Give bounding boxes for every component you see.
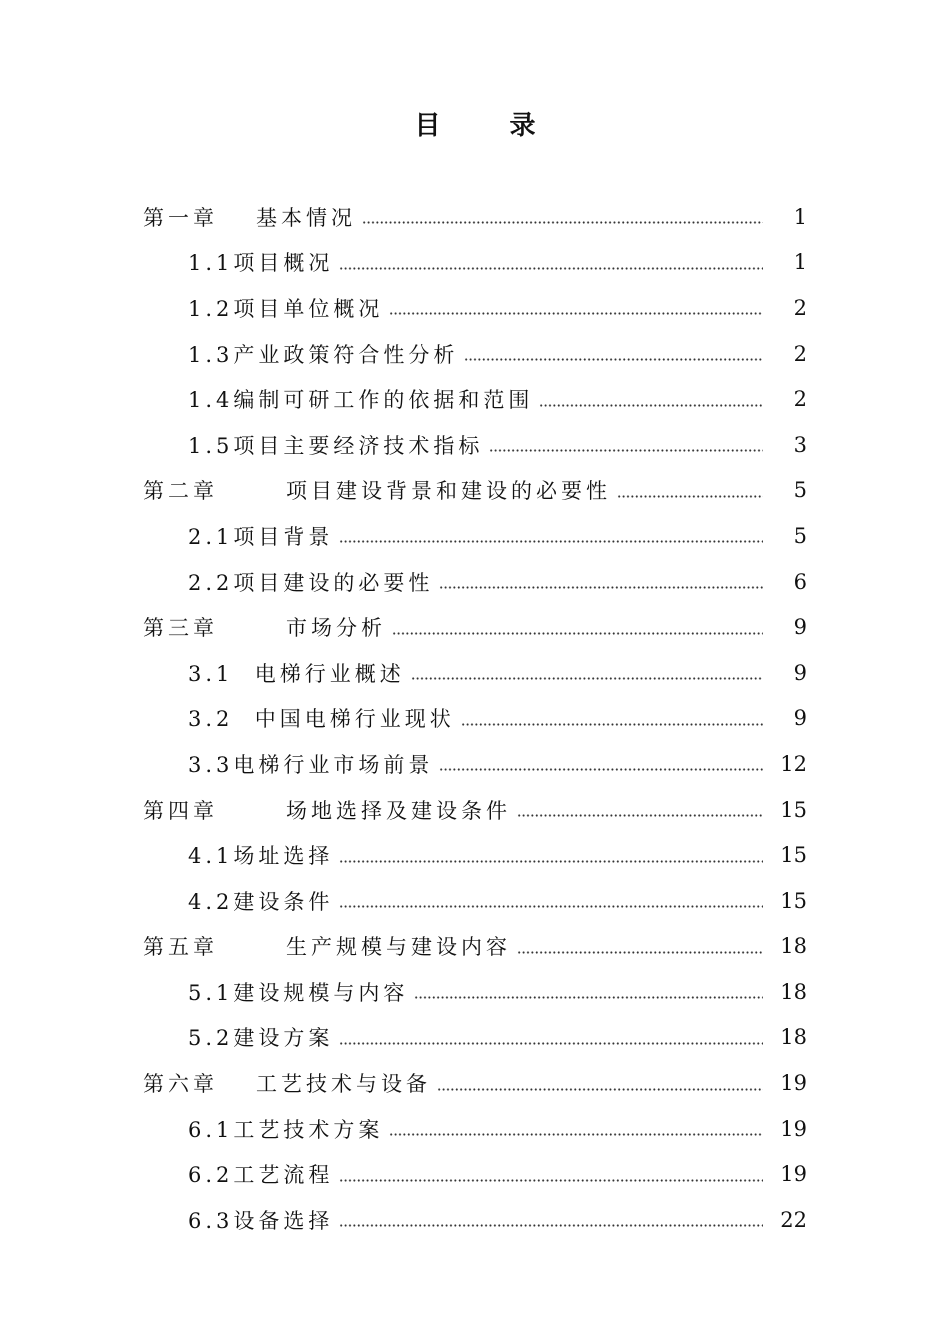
toc-page-number: 6: [793, 569, 807, 594]
table-of-contents: [143, 194, 807, 1243]
toc-entry-label: 6.1工艺技术方案: [188, 1117, 384, 1142]
toc-section-entry[interactable]: [143, 878, 807, 924]
toc-page-number: 15: [780, 797, 807, 822]
toc-dot-leader: [339, 540, 763, 543]
toc-page-number: 5: [793, 478, 807, 503]
toc-entry-label: 1.5项目主要经济技术指标: [188, 433, 484, 458]
toc-entry-heading: 市场分析: [286, 616, 386, 641]
toc-page-number: 5: [793, 523, 807, 548]
toc-dot-leader: [389, 312, 763, 315]
toc-entry-label: 5.1建设规模与内容: [188, 980, 409, 1005]
toc-entry-heading: 场地选择及建设条件: [286, 798, 511, 823]
toc-page-number: 9: [793, 615, 807, 640]
toc-entry-label: 6.3设备选择: [188, 1208, 334, 1233]
toc-chapter-entry[interactable]: [143, 787, 807, 833]
toc-entry-label: 第一章: [143, 205, 218, 230]
toc-section-entry[interactable]: [143, 331, 807, 377]
toc-dot-leader: [339, 1179, 763, 1182]
toc-page-number: 2: [793, 341, 807, 366]
toc-dot-leader: [414, 996, 763, 999]
toc-entry-label: 3.2 中国电梯行业现状: [188, 707, 455, 732]
toc-chapter-entry[interactable]: [143, 1060, 807, 1106]
toc-section-entry[interactable]: [143, 650, 807, 696]
toc-entry-label: 1.2项目单位概况: [188, 296, 384, 321]
toc-dot-leader: [339, 860, 763, 863]
toc-section-entry[interactable]: [143, 696, 807, 742]
toc-entry-label: 第六章: [143, 1072, 218, 1097]
toc-dot-leader: [392, 632, 763, 635]
toc-section-entry[interactable]: [143, 832, 807, 878]
toc-dot-leader: [517, 951, 763, 954]
toc-section-entry[interactable]: [143, 1151, 807, 1197]
toc-page-number: 3: [793, 432, 807, 457]
toc-entry-heading: 基本情况: [256, 205, 356, 230]
toc-entry-label: 6.2工艺流程: [188, 1163, 334, 1188]
toc-section-entry[interactable]: [143, 741, 807, 787]
toc-entry-label: 第五章: [143, 935, 218, 960]
toc-entry-heading: 工艺技术与设备: [256, 1072, 431, 1097]
toc-page-number: 18: [780, 1025, 807, 1050]
toc-dot-leader: [437, 1088, 763, 1091]
toc-page-number: 1: [793, 250, 807, 275]
toc-chapter-entry[interactable]: [143, 604, 807, 650]
toc-dot-leader: [339, 267, 763, 270]
toc-dot-leader: [339, 905, 763, 908]
toc-entry-label: 2.1项目背景: [188, 524, 334, 549]
toc-dot-leader: [411, 677, 763, 680]
toc-page-number: 19: [780, 1162, 807, 1187]
toc-section-entry[interactable]: [143, 513, 807, 559]
toc-section-entry[interactable]: [143, 285, 807, 331]
toc-page-number: 19: [780, 1116, 807, 1141]
toc-dot-leader: [389, 1133, 763, 1136]
toc-page-number: 1: [793, 204, 807, 229]
toc-entry-label: 4.1场址选择: [188, 844, 334, 869]
toc-section-entry[interactable]: [143, 1015, 807, 1061]
toc-page-number: 18: [780, 934, 807, 959]
toc-entry-label: 5.2建设方案: [188, 1026, 334, 1051]
toc-page-number: 9: [793, 660, 807, 685]
toc-dot-leader: [461, 723, 763, 726]
toc-chapter-entry[interactable]: [143, 924, 807, 970]
toc-dot-leader: [339, 1224, 763, 1227]
toc-section-entry[interactable]: [143, 1106, 807, 1152]
toc-dot-leader: [339, 1042, 763, 1045]
toc-entry-label: 第二章: [143, 479, 218, 504]
toc-page-number: 22: [780, 1207, 807, 1232]
toc-dot-leader: [617, 495, 763, 498]
toc-entry-label: 1.3产业政策符合性分析: [188, 342, 459, 367]
toc-entry-heading: 生产规模与建设内容: [286, 935, 511, 960]
toc-entry-label: 3.3电梯行业市场前景: [188, 752, 434, 777]
toc-entry-label: 1.1项目概况: [188, 251, 334, 276]
toc-dot-leader: [464, 358, 763, 361]
toc-dot-leader: [539, 404, 763, 407]
toc-page-number: 15: [780, 843, 807, 868]
toc-entry-heading: 项目建设背景和建设的必要性: [286, 479, 611, 504]
toc-page-number: 2: [793, 295, 807, 320]
toc-section-entry[interactable]: [143, 559, 807, 605]
toc-page-number: 9: [793, 706, 807, 731]
toc-dot-leader: [517, 814, 763, 817]
toc-entry-label: 4.2建设条件: [188, 889, 334, 914]
toc-chapter-entry[interactable]: [143, 468, 807, 514]
toc-section-entry[interactable]: [143, 376, 807, 422]
toc-section-entry[interactable]: [143, 240, 807, 286]
toc-dot-leader: [439, 586, 763, 589]
toc-entry-label: 1.4编制可研工作的依据和范围: [188, 388, 534, 413]
toc-page-number: 18: [780, 979, 807, 1004]
toc-entry-label: 第四章: [143, 798, 218, 823]
toc-title: 目 录: [414, 111, 566, 141]
toc-page-number: 19: [780, 1071, 807, 1096]
toc-section-entry[interactable]: [143, 1197, 807, 1243]
toc-entry-label: 3.1 电梯行业概述: [188, 661, 405, 686]
toc-dot-leader: [439, 768, 763, 771]
toc-chapter-entry[interactable]: [143, 194, 807, 240]
toc-page-number: 15: [780, 888, 807, 913]
toc-section-entry[interactable]: [143, 422, 807, 468]
toc-page-number: 12: [780, 751, 807, 776]
toc-dot-leader: [362, 221, 763, 224]
toc-section-entry[interactable]: [143, 969, 807, 1015]
toc-page-number: 2: [793, 387, 807, 412]
toc-dot-leader: [489, 449, 763, 452]
toc-entry-label: 2.2项目建设的必要性: [188, 570, 434, 595]
toc-entry-label: 第三章: [143, 616, 218, 641]
